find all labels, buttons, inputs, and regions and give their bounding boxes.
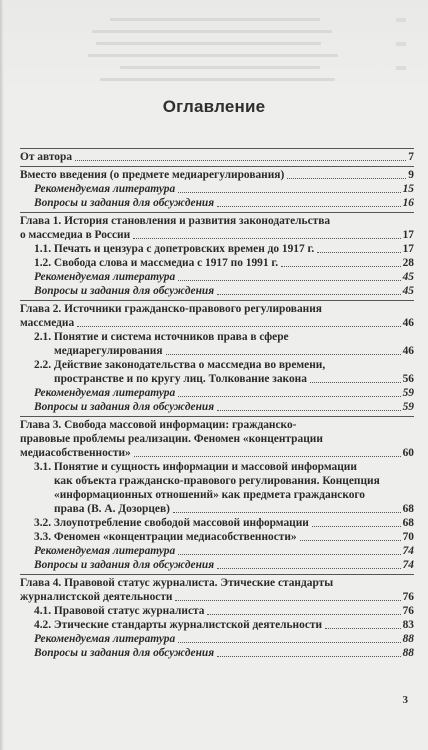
toc-section-entry[interactable] (34, 516, 414, 530)
toc-section (20, 242, 414, 256)
toc-extra-entry[interactable] (20, 558, 414, 572)
toc-section-line: 3.1. Понятие и сущность информации и массовой информации (34, 461, 357, 473)
toc-section-entry-page: 68 (402, 517, 414, 529)
toc-extra-entry[interactable] (20, 646, 414, 660)
toc-section-entry[interactable] (34, 502, 414, 516)
toc-section (20, 358, 414, 386)
toc-section-entry-page: 28 (402, 257, 414, 269)
toc-chapter-entry[interactable] (20, 228, 414, 242)
toc-extra-entry-page: 59 (402, 387, 414, 399)
dot-leader (312, 526, 401, 527)
dot-leader (317, 252, 400, 253)
dot-leader (217, 206, 400, 207)
toc-section-entry-page: 68 (402, 503, 414, 515)
toc-chapter-entry[interactable] (20, 150, 414, 164)
toc-extra-entry[interactable] (20, 182, 414, 196)
toc-section-line: 2.2. Действие законодательства о массмедиа во времени, (34, 359, 326, 371)
toc-extra-entry-page: 59 (402, 401, 414, 413)
toc-section (20, 604, 414, 618)
toc-chapter-items (20, 460, 414, 572)
toc-chapter (20, 167, 414, 212)
toc-section-entry[interactable] (34, 372, 414, 386)
toc-section-line: «информационных отношений» как предмета гражданского (54, 489, 366, 501)
toc-chapter-items (20, 242, 414, 298)
dot-leader (217, 410, 400, 411)
toc-extra-entry-label: Рекомендуемая литература (34, 387, 176, 399)
toc-chapter-items (20, 330, 414, 414)
toc-chapter-title-line: Глава 4. Правовой статус журналиста. Этические стандарты (20, 577, 334, 589)
toc-extra-entry-label: Вопросы и задания для обсуждения (34, 285, 215, 297)
toc-chapter-entry-label: медиасобственности» (20, 447, 131, 459)
toc-section (20, 516, 414, 530)
toc-section-entry-label: пространстве и по кругу лиц. Толкование закона (54, 373, 307, 385)
toc-section-entry[interactable] (34, 604, 414, 618)
dot-leader (217, 656, 400, 657)
toc-chapter-entry-label: массмедиа (20, 317, 75, 329)
toc-extra-entry[interactable] (20, 284, 414, 298)
toc-chapter-title-line: Глава 2. Источники гражданско-правового регулирования (20, 303, 322, 315)
toc-chapter (20, 149, 414, 166)
toc-extra-entry-label: Вопросы и задания для обсуждения (34, 401, 215, 413)
toc-extra-entry-label: Рекомендуемая литература (34, 183, 176, 195)
toc-chapter-entry-page: 17 (402, 229, 414, 241)
dot-leader (178, 192, 400, 193)
toc-section-entry-label: 4.2. Этические стандарты журналистской деятельности (34, 619, 323, 631)
table-of-contents (20, 148, 414, 662)
toc-section-entry[interactable] (34, 344, 414, 358)
dot-leader (178, 280, 400, 281)
toc-chapter-entry-label: журналистской деятельности (20, 591, 173, 603)
toc-section-line: 2.1. Понятие и система источников права в сфере (34, 331, 289, 343)
toc-section-entry[interactable] (34, 256, 414, 270)
toc-extra-entry-page: 74 (402, 559, 414, 571)
toc-extra-entry-label: Вопросы и задания для обсуждения (34, 197, 215, 209)
toc-chapter-entry[interactable] (20, 168, 414, 182)
toc-extra-entry[interactable] (20, 196, 414, 210)
toc-section-entry[interactable] (34, 530, 414, 544)
dot-leader (178, 396, 400, 397)
toc-chapter-items (20, 182, 414, 210)
toc-chapter-entry-label: От автора (20, 151, 73, 163)
dot-leader (300, 540, 401, 541)
dot-leader (77, 326, 400, 327)
dot-leader (133, 238, 400, 239)
dot-leader (75, 160, 406, 161)
dot-leader (287, 178, 406, 179)
toc-section-entry[interactable] (34, 242, 414, 256)
toc-chapter-entry[interactable] (20, 590, 414, 604)
toc-section-entry[interactable] (34, 618, 414, 632)
toc-extra-entry[interactable] (20, 632, 414, 646)
toc-chapter-title-line: правовые проблемы реализации. Феномен «концентрации (20, 433, 323, 445)
toc-section-entry-page: 76 (402, 605, 414, 617)
toc-chapter-entry-page: 9 (408, 169, 414, 181)
toc-chapter (20, 301, 414, 416)
dot-leader (134, 456, 401, 457)
toc-extra-entry[interactable] (20, 386, 414, 400)
toc-chapter-title-line: Глава 1. История становления и развития законодательства (20, 215, 331, 227)
toc-chapter-entry-page: 46 (402, 317, 414, 329)
toc-extra-entry-page: 88 (402, 647, 414, 659)
toc-section-entry-page: 46 (402, 345, 414, 357)
toc-chapter-entry-page: 7 (408, 151, 414, 163)
toc-extra-entry-page: 45 (402, 271, 414, 283)
toc-chapter-items (20, 604, 414, 660)
dot-leader (175, 600, 400, 601)
dot-leader (166, 354, 401, 355)
toc-chapter-title-line: Глава 3. Свобода массовой информации: гражданско- (20, 419, 297, 431)
toc-chapter-entry-page: 60 (402, 447, 414, 459)
dot-leader (178, 642, 400, 643)
toc-section (20, 460, 414, 516)
toc-section-entry-page: 83 (402, 619, 414, 631)
toc-section-entry-label: 3.2. Злоупотребление свободой массовой информации (34, 517, 309, 529)
toc-extra-entry-label: Рекомендуемая литература (34, 633, 176, 645)
toc-section-entry-page: 70 (402, 531, 414, 543)
toc-extra-entry[interactable] (20, 544, 414, 558)
toc-section (20, 530, 414, 544)
toc-chapter (20, 417, 414, 574)
toc-section-entry-label: медиарегулирования (54, 345, 163, 357)
toc-section-entry-label: права (В. А. Дозорцев) (54, 503, 170, 515)
toc-section (20, 330, 414, 358)
toc-extra-entry-label: Вопросы и задания для обсуждения (34, 559, 215, 571)
toc-section (20, 618, 414, 632)
toc-chapter (20, 213, 414, 300)
toc-extra-entry-page: 45 (402, 285, 414, 297)
toc-section-entry-page: 56 (402, 373, 414, 385)
dot-leader (281, 266, 400, 267)
toc-extra-entry-label: Вопросы и задания для обсуждения (34, 647, 215, 659)
dot-leader (173, 512, 401, 513)
page-title: Оглавление (162, 97, 266, 116)
toc-section-entry-label: 4.1. Правовой статус журналиста (34, 605, 205, 617)
toc-section-entry-page: 17 (402, 243, 414, 255)
dot-leader (207, 614, 400, 615)
page-number: 3 (402, 694, 408, 706)
toc-chapter-entry-label: о массмедиа в России (20, 229, 131, 241)
toc-extra-entry-page: 74 (402, 545, 414, 557)
toc-extra-entry-page: 88 (402, 633, 414, 645)
toc-section-entry-label: 1.2. Свобода слова и массмедиа с 1917 по 1991 г. (34, 257, 279, 269)
dot-leader (178, 554, 400, 555)
toc-chapter-entry-label: Вместо введения (о предмете медиарегулирования) (20, 169, 285, 181)
toc-chapter-entry[interactable] (20, 446, 414, 460)
toc-extra-entry-label: Рекомендуемая литература (34, 545, 176, 557)
toc-extra-entry-label: Рекомендуемая литература (34, 271, 176, 283)
toc-chapter-entry[interactable] (20, 316, 414, 330)
dot-leader (217, 294, 400, 295)
toc-section-entry-label: 3.3. Феномен «концентрации медиасобственности» (34, 531, 297, 543)
toc-extra-entry[interactable] (20, 270, 414, 284)
dot-leader (310, 382, 401, 383)
toc-section-entry-label: 1.1. Печать и цензура с допетровских времен до 1917 г. (34, 243, 315, 255)
show-through-text (0, 0, 428, 95)
dot-leader (325, 628, 401, 629)
toc-section-line: как объекта гражданско-правового регулирования. Концепция (54, 475, 380, 487)
toc-extra-entry-page: 15 (402, 183, 414, 195)
toc-extra-entry-page: 16 (402, 197, 414, 209)
toc-chapter (20, 575, 414, 662)
dot-leader (217, 568, 400, 569)
toc-extra-entry[interactable] (20, 400, 414, 414)
toc-chapter-entry-page: 76 (402, 591, 414, 603)
toc-section (20, 256, 414, 270)
